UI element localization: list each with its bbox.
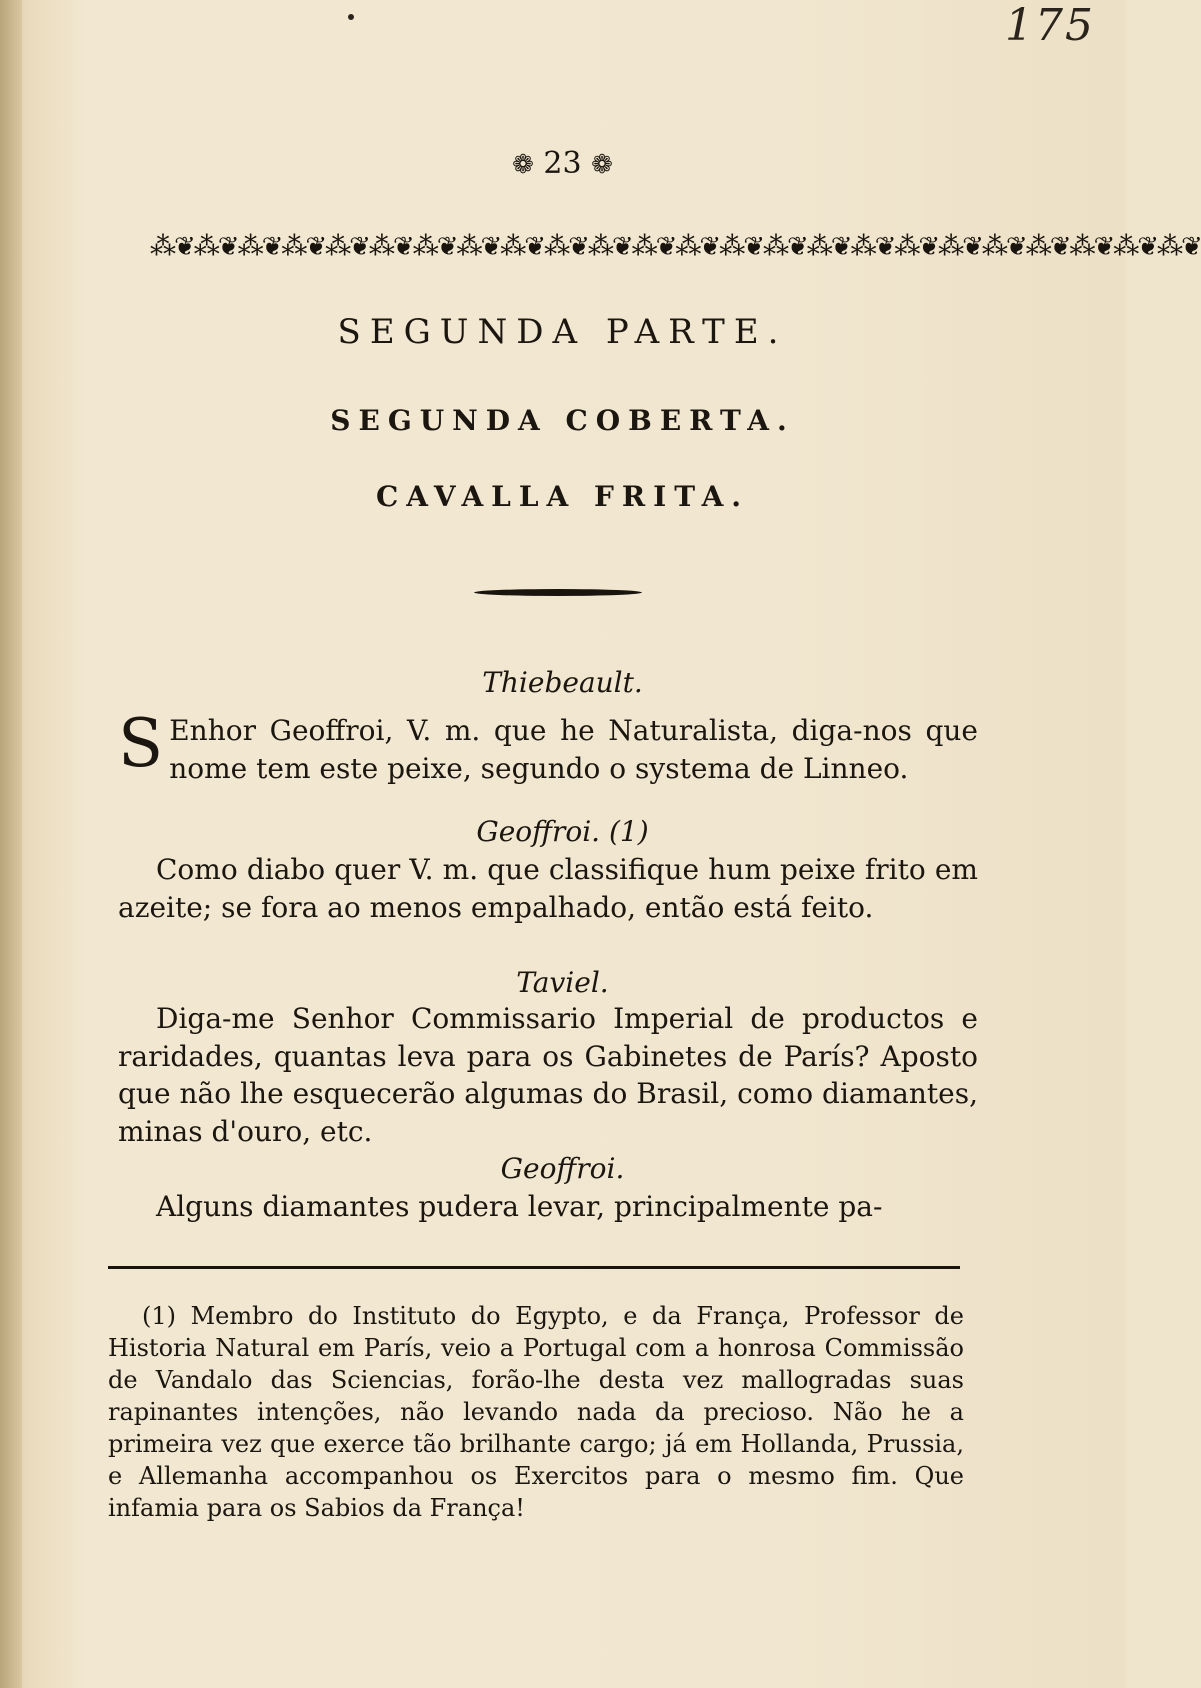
dialogue-text: Enhor Geoffroi, V. m. que he Naturalista, diga-nos que nome tem este peixe, segundo o systema de Linneo. <box>169 714 978 785</box>
handwritten-folio: 175 <box>1005 0 1095 51</box>
heading-rule <box>474 589 642 596</box>
flower-ornament-left-icon: ❁ <box>512 150 534 180</box>
drop-cap: S <box>118 705 164 782</box>
footnote-text: (1) Membro do Instituto do Egypto, e da França, Professor de Historia Natural em París, veio a Portugal com a honrosa Commissão de Vandalo das Sciencias, forão-lhe desta vez mallogradas suas rapinantes intenções, não levando nada da precioso. Não he a primeira vez que exerce tão brilhante cargo; já em Hollanda, Prussia, e Allemanha accompanhou os Exercitos para o mesmo fim. Que infamia para os Sabios da França! <box>108 1302 964 1522</box>
ink-dot <box>348 14 354 20</box>
dialogue-text: Como diabo quer V. m. que classifique hum peixe frito em azeite; se fora ao menos empalhado, então está feito. <box>118 853 978 924</box>
dialogue-paragraph <box>118 851 978 926</box>
dialogue-paragraph <box>118 1188 978 1226</box>
dialogue-paragraph <box>118 1000 978 1150</box>
footnote-rule <box>108 1266 960 1269</box>
footnote <box>108 1300 964 1524</box>
speaker-name: Taviel. <box>516 966 609 999</box>
dish-heading: CAVALLA FRITA. <box>375 480 750 513</box>
section-heading: SEGUNDA COBERTA. <box>330 404 795 437</box>
dialogue-paragraph <box>118 705 978 787</box>
dialogue-text: Diga-me Senhor Commissario Imperial de productos e raridades, quantas leva para os Gabinetes de París? Aposto que não lhe esquecerão algumas do Brasil, como diamantes, minas d'ouro, etc. <box>118 1002 978 1148</box>
flower-ornament-right-icon: ❁ <box>591 150 613 180</box>
decorative-ornament-band: ⁂❦⁂❦⁂❦⁂❦⁂❦⁂❦⁂❦⁂❦⁂❦⁂❦⁂❦⁂❦⁂❦⁂❦⁂❦⁂❦⁂❦⁂❦⁂❦⁂❦⁂❦⁂❦⁂❦⁂❦ <box>150 232 1201 262</box>
dialogue-text: Alguns diamantes pudera levar, principalmente pa- <box>156 1190 883 1223</box>
speaker-name: Geoffroi. (1) <box>476 815 649 848</box>
page-number: 23 <box>543 146 582 181</box>
speaker-name: Thiebeault. <box>482 666 643 699</box>
part-heading: SEGUNDA PARTE. <box>337 312 788 352</box>
page-number-line <box>0 146 1125 181</box>
speaker-name: Geoffroi. <box>500 1152 625 1185</box>
